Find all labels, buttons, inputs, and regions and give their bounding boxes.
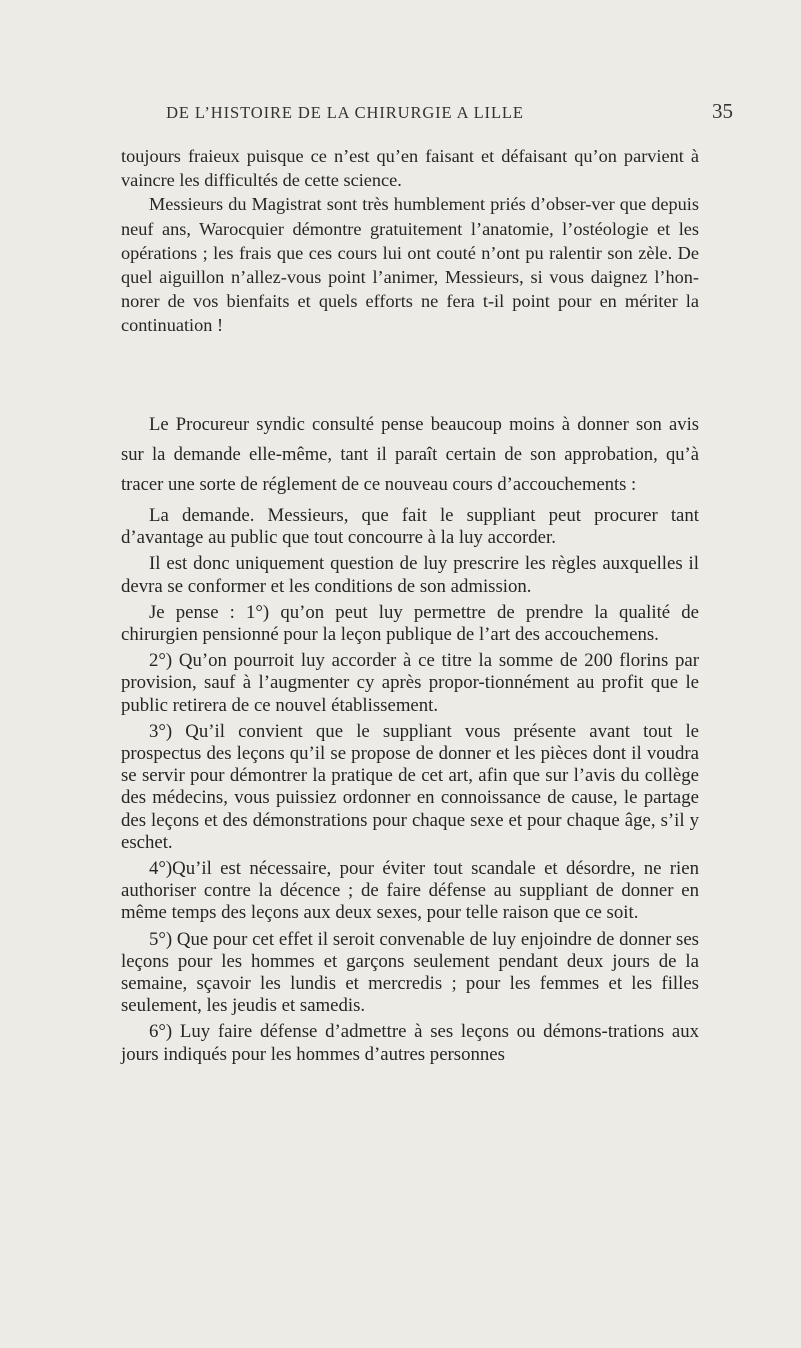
text-block-reglement [121,505,699,1070]
text-block-procureur [121,410,699,500]
paragraph-1: toujours fraieux puisque ce n’est qu’en faisant et défaisant qu’on parvient à vaincre les difficultés de cette science. [121,146,699,191]
paragraph-4: La demande. Messieurs, que fait le suppliant peut procurer tant d’avantage au public que tout concourre à la luy accorder. [121,505,699,549]
paragraph-10: 5°) Que pour cet effet il seroit convenable de luy enjoindre de donner ses leçons pour les hommes et garçons seulement pendant deux jours de la semaine, sçavoir les lundis et mercredis ; pour les femmes et les filles seulement, les jeudis et samedis. [121,928,699,1017]
paragraph-9: 4°)Qu’il est nécessaire, pour éviter tout scandale et désordre, ne rien authoriser contre la décence ; de faire défense au suppliant de donner en même temps des leçons aux deux sexes, pour telle raison que ce soit. [121,858,699,924]
text-block-petition [121,144,699,338]
paragraph-8: 3°) Qu’il convient que le suppliant vous présente avant tout le prospectus des leçons qu’il se propose de donner et les pièces dont il voudra se servir pour démontrer la pratique de cet art, afin que sur l’avis du collège des médecins, vous puissiez ordonner en connoissance de cause, le partage des leçons et des démonstrations pour chaque sexe et pour chaque âge, s’il y eschet. [121,720,699,853]
paragraph-3: Le Procureur syndic consulté pense beaucoup moins à donner son avis sur la demande elle-même, tant il paraît certain de son approbation, qu’à tracer une sorte de réglement de ce nouveau cours d’accouchements : [121,414,699,495]
paragraph-2: Messieurs du Magistrat sont très humblement priés d’obser-ver que depuis neuf ans, Warocquier démontre gratuitement l’anatomie, l’ostéologie et les opérations ; les frais que ces cours lui ont couté n’ont pu ralentir son zèle. De quel aiguillon n’allez-vous point l’animer, Messieurs, si vous daignez l’hon-norer de vos bienfaits et quels efforts ne fera t-il point pour en mériter la continuation ! [121,194,699,336]
running-title: DE L’HISTOIRE DE LA CHIRURGIE A LILLE [166,103,524,122]
paragraph-7: 2°) Qu’on pourroit luy accorder à ce titre la somme de 200 florins par provision, sauf à l’augmenter cy après propor-tionnément au profit que le public retirera de ce nouvel établissement. [121,650,699,716]
paragraph-11: 6°) Luy faire défense d’admettre à ses leçons ou démons-trations aux jours indiqués pour les hommes d’autres personnes [121,1021,699,1065]
paragraph-5: Il est donc uniquement question de luy prescrire les règles auxquelles il devra se conformer et les conditions de son admission. [121,553,699,597]
page-number: 35 [712,99,733,123]
paragraph-6: Je pense : 1°) qu’on peut luy permettre de prendre la qualité de chirurgien pensionné pour la leçon publique de l’art des accouchemens. [121,601,699,646]
